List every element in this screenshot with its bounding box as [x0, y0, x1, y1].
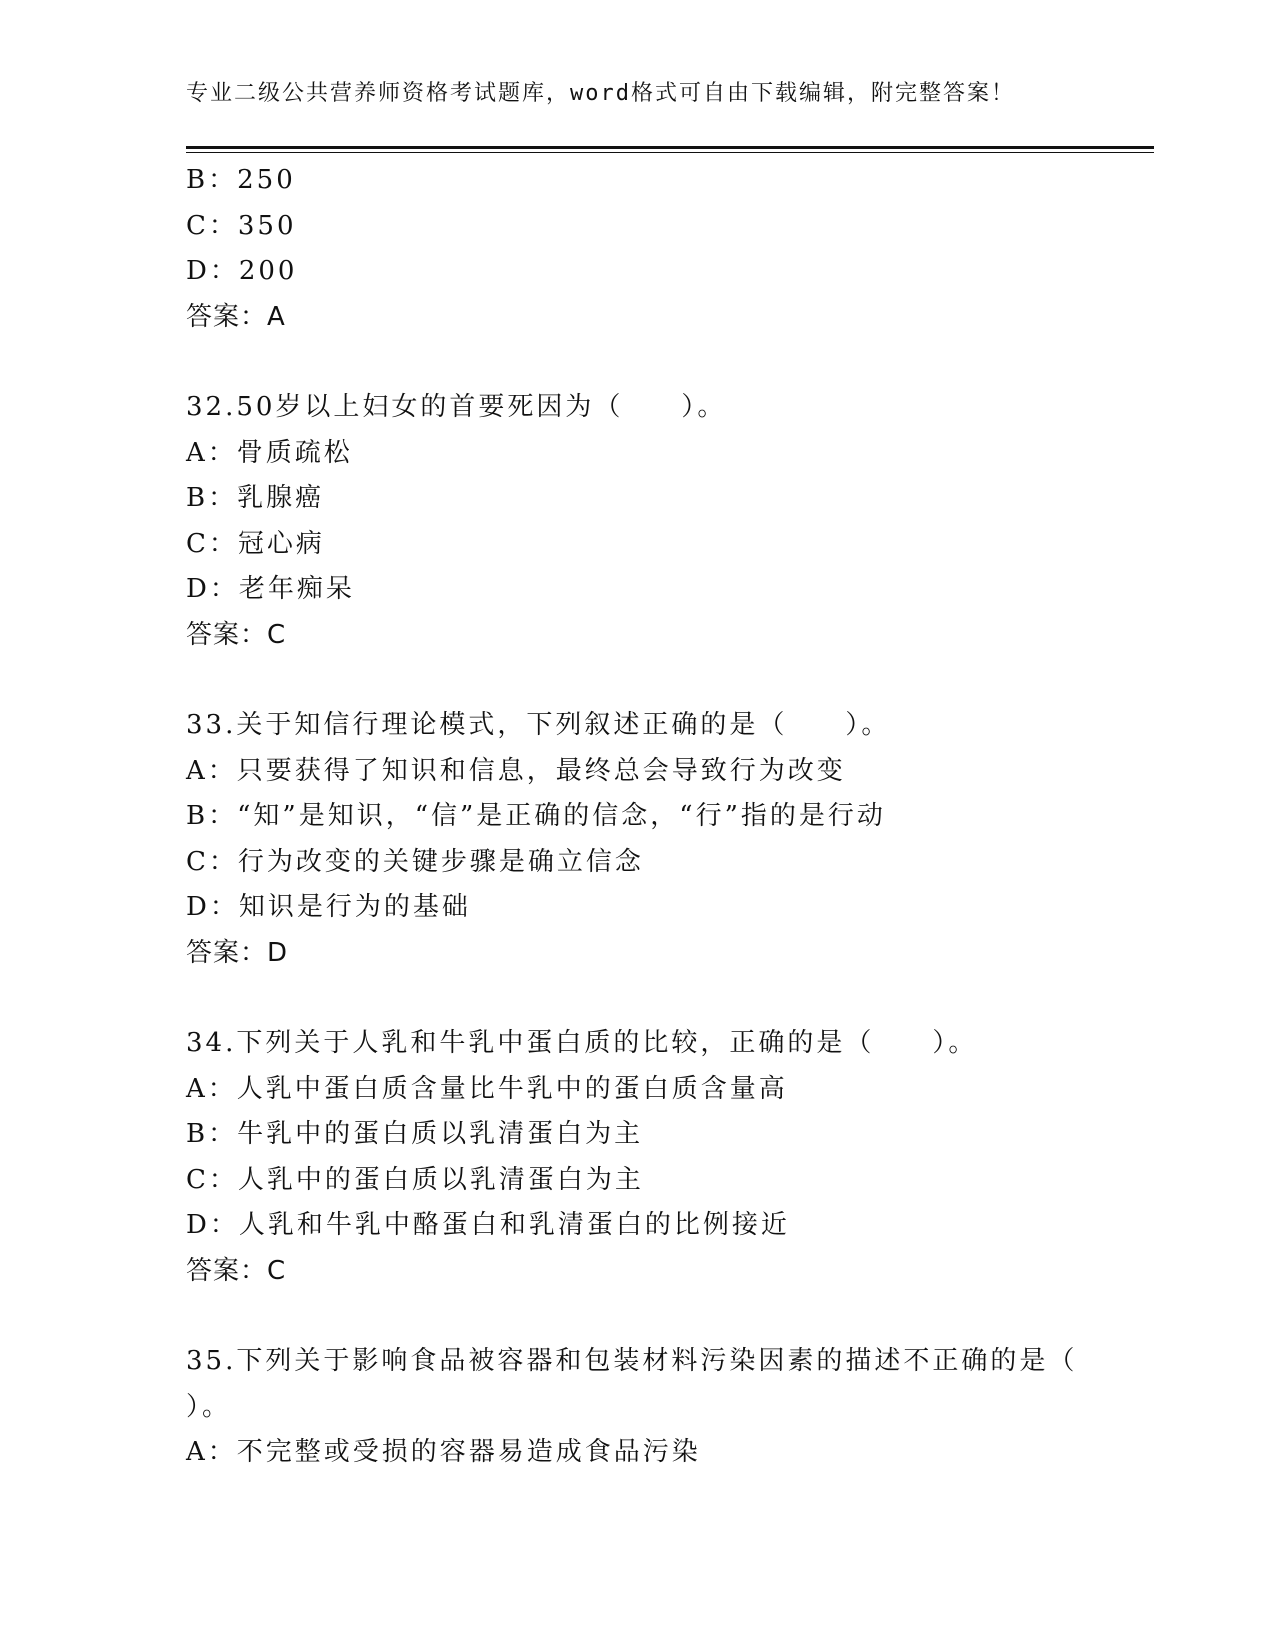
- question-stem: 35.下列关于影响食品被容器和包装材料污染因素的描述不正确的是（: [186, 1346, 1078, 1376]
- question-stem-continued: ）。: [186, 1391, 232, 1422]
- answer: 答案：C: [186, 1255, 287, 1286]
- spacer: [186, 340, 1086, 385]
- option-b: B：乳腺癌: [186, 483, 325, 513]
- question-32: [186, 385, 1086, 658]
- header-rule-thin: [186, 152, 1154, 153]
- option-a: A：骨质疏松: [186, 437, 353, 468]
- question-31-continued: [186, 158, 1086, 340]
- question-stem: 34.下列关于人乳和牛乳中蛋白质的比较，正确的是（ ）。: [186, 1028, 978, 1058]
- question-list: [186, 158, 1086, 1476]
- option-d: D：知识是行为的基础: [186, 892, 471, 922]
- option-c: C：行为改变的关键步骤是确立信念: [186, 846, 644, 877]
- option-c: C：350: [186, 210, 297, 241]
- option-a: A：不完整或受损的容器易造成食品污染: [186, 1437, 701, 1467]
- option-d: D：老年痴呆: [186, 574, 355, 604]
- answer: 答案：C: [186, 619, 287, 650]
- spacer: [186, 976, 1086, 1021]
- answer: 答案：A: [186, 301, 286, 332]
- answer: 答案：D: [186, 937, 289, 968]
- page-header: 专业二级公共营养师资格考试题库，word格式可自由下载编辑，附完整答案！: [186, 81, 1015, 106]
- option-a: A：只要获得了知识和信息，最终总会导致行为改变: [186, 755, 846, 786]
- option-c: C：人乳中的蛋白质以乳清蛋白为主: [186, 1164, 644, 1195]
- option-a: A：人乳中蛋白质含量比牛乳中的蛋白质含量高: [186, 1073, 788, 1104]
- question-stem: 33.关于知信行理论模式，下列叙述正确的是（ ）。: [186, 710, 891, 740]
- option-d: D：200: [186, 256, 298, 286]
- option-b: B：牛乳中的蛋白质以乳清蛋白为主: [186, 1119, 644, 1149]
- option-b: B：250: [186, 165, 296, 195]
- spacer: [186, 658, 1086, 703]
- question-stem: 32.50岁以上妇女的首要死因为（ ）。: [186, 392, 727, 422]
- option-b: B：“知”是知识，“信”是正确的信念，“行”指的是行动: [186, 801, 886, 831]
- option-c: C：冠心病: [186, 528, 325, 559]
- header-rule-thick: [186, 146, 1154, 149]
- option-d: D：人乳和牛乳中酪蛋白和乳清蛋白的比例接近: [186, 1210, 790, 1240]
- question-33: [186, 703, 1086, 976]
- question-34: [186, 1021, 1086, 1294]
- question-35: [186, 1339, 1086, 1476]
- spacer: [186, 1294, 1086, 1339]
